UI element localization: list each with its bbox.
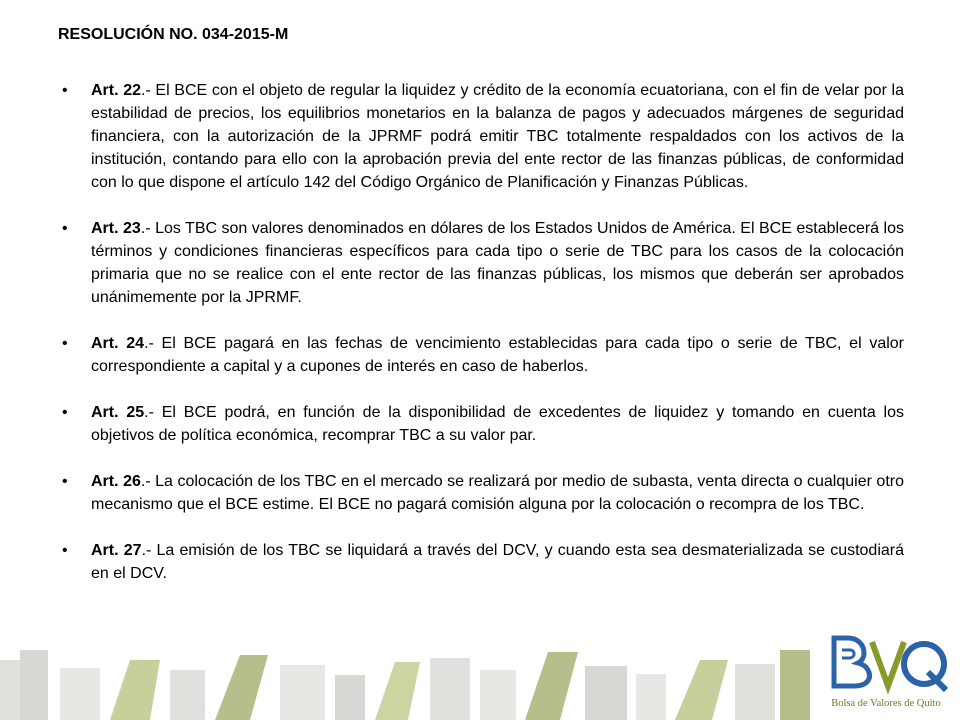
article-label: Art. 22	[91, 82, 141, 99]
article-23	[62, 217, 904, 309]
article-text: .- La colocación de los TBC en el mercado se realizará por medio de subasta, venta directa o cualquier otro mecanismo que el BCE estime. El BCE no pagará comisión alguna por la colocación o recompra de los TBC.	[91, 473, 905, 513]
bvq-logo	[812, 628, 960, 720]
bvq-logo-text: Bolsa de Valores de Quito	[831, 698, 941, 709]
article-label: Art. 25	[91, 404, 145, 421]
bvq-logo-mark	[812, 628, 960, 698]
article-text: .- El BCE podrá, en función de la disponibilidad de excedentes de liquidez y tomando en cuenta los objetivos de política económica, recomprar TBC a su valor par.	[91, 404, 905, 444]
article-27	[62, 539, 904, 585]
article-label: Art. 24	[91, 335, 145, 352]
article-22	[62, 79, 904, 194]
article-26	[62, 470, 904, 516]
bullet: •	[62, 82, 68, 99]
bullet: •	[62, 473, 68, 490]
article-text: .- Los TBC son valores denominados en dólares de los Estados Unidos de América. El BCE establecerá los términos y condiciones financieras específicos para cada tipo o serie de TBC para los casos de la colocación primaria que no se realice con el ente rector de las finanzas públicas, los mismos que deberán ser aprobados unánimemente por la JPRMF.	[91, 220, 904, 306]
article-24	[62, 332, 904, 378]
resolution-title: RESOLUCIÓN NO. 034-2015-M	[58, 26, 289, 43]
articles-list	[62, 79, 904, 585]
bullet: •	[62, 542, 68, 559]
article-label: Art. 27	[91, 542, 142, 559]
article-text: .- El BCE con el objeto de regular la liquidez y crédito de la economía ecuatoriana, con el fin de velar por la estabilidad de precios, los equilibrios monetarios en la balanza de pagos y adecuados márgenes de seguridad financiera, con la autorización de la JPRMF podrá emitir TBC totalmente respaldados con los activos de la institución, contando para ello con la aprobación previa del ente rector de las finanzas públicas, de conformidad con lo que dispone el artículo 142 del Código Orgánico de Planificación y Finanzas Públicas.	[91, 82, 905, 191]
bullet: •	[62, 335, 68, 352]
article-text: .- La emisión de los TBC se liquidará a través del DCV, y cuando esta sea desmaterializada se custodiará en el DCV.	[91, 542, 905, 582]
bullet: •	[62, 404, 68, 421]
article-25	[62, 401, 904, 447]
article-label: Art. 23	[91, 220, 141, 237]
article-text: .- El BCE pagará en las fechas de vencimiento establecidas para cada tipo o serie de TBC, el valor correspondiente a capital y a cupones de interés en caso de haberlos.	[91, 335, 905, 375]
bullet: •	[62, 220, 68, 237]
article-label: Art. 26	[91, 473, 141, 490]
